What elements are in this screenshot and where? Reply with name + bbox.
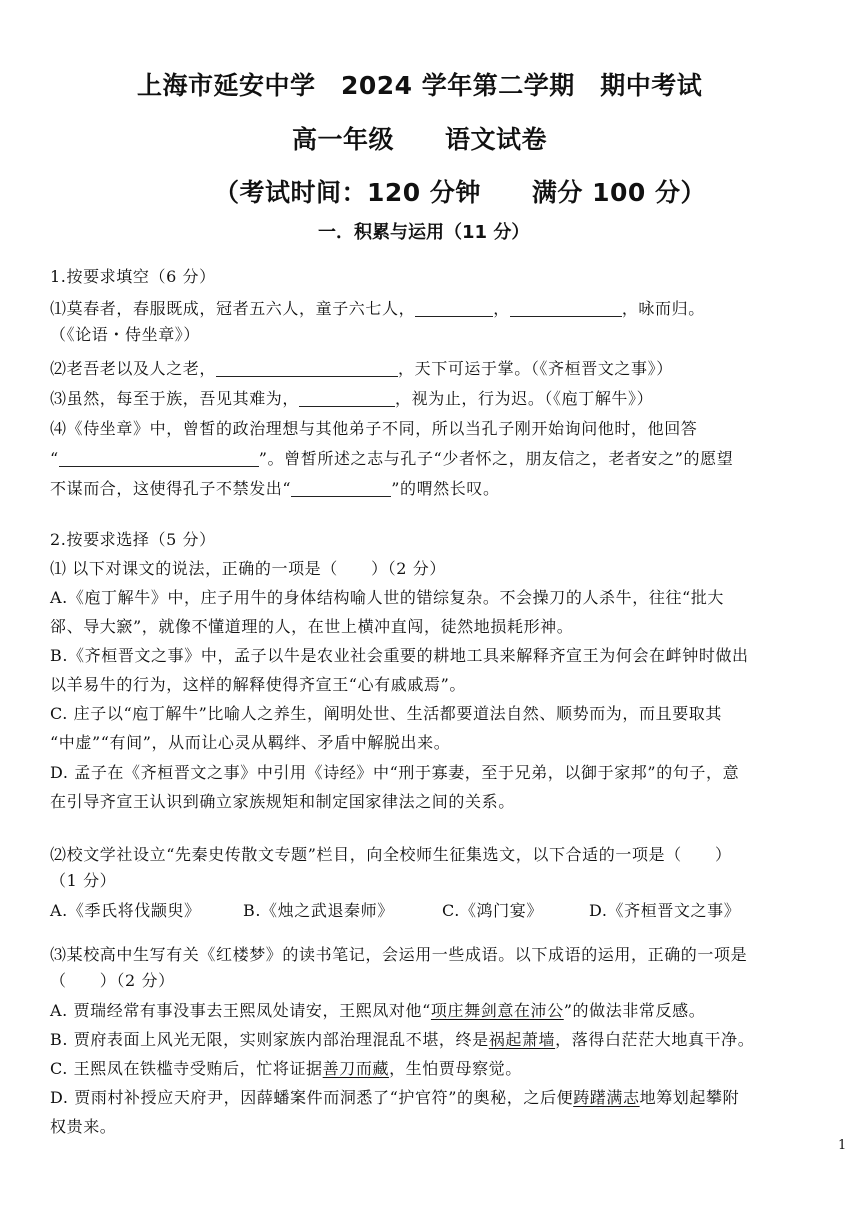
quote-open: “ <box>50 449 59 468</box>
underlined-idiom: 项庄舞剑意在沛公 <box>430 1001 564 1020</box>
q1-item-3 <box>50 386 653 409</box>
q1-item-2 <box>50 356 673 379</box>
q2-sub3-stem: ⑶某校高中生写有关《红楼梦》的读书笔记，会运用一些成语。以下成语的运用，正确的一项是 <box>50 945 748 964</box>
q2-sub2-option-d: D.《齐桓晋文之事》 <box>589 901 741 920</box>
q2-sub3-option-c <box>50 1056 522 1079</box>
answer-blank[interactable] <box>415 300 493 317</box>
q1-item-4-line2 <box>50 446 733 469</box>
q2-sub3-option-d-cont: 权贵来。 <box>50 1117 117 1136</box>
q2-sub1-option-c: C. 庄子以“庖丁解牛”比喻人之养生，阐明处世、生活都要道法自然、顺势而为，而且要取其 <box>50 704 723 723</box>
q1-item-3-end: ，视为止，行为迟。（《庖丁解牛》） <box>395 389 654 408</box>
option-text: C. 王熙凤在铁槛寺受贿后，忙将证据 <box>50 1059 323 1078</box>
answer-blank[interactable] <box>510 300 622 317</box>
q2-sub1-option-b: B.《齐桓晋文之事》中，孟子以牛是农业社会重要的耕地工具来解释齐宣王为何会在衅钟时做出 <box>50 646 749 665</box>
q2-sub3-option-b <box>50 1027 754 1050</box>
q2-sub1-option-c-cont: “中虚”“有间”，从而让心灵从羁绊、矛盾中解脱出来。 <box>50 733 451 752</box>
q2-sub1-option-d: D. 孟子在《齐桓晋文之事》中引用《诗经》中“刑于寡妻，至于兄弟，以御于家邦”的句子，意 <box>50 763 740 782</box>
q1-heading: 1.按要求填空（6 分） <box>50 267 216 286</box>
q1-item-1-sep: ， <box>493 299 510 318</box>
option-text: D. 贾雨村补授应天府尹，因薛蟠案件而洞悉了“护官符”的奥秘，之后便 <box>50 1088 574 1107</box>
option-text: B. 贾府表面上风光无限，实则家族内部治理混乱不堪，终是 <box>50 1030 489 1049</box>
q2-sub2-option-a: A.《季氏将伐颛臾》 <box>50 901 201 920</box>
answer-blank[interactable] <box>299 390 395 407</box>
underlined-idiom: 善刀而藏 <box>322 1059 390 1078</box>
answer-blank[interactable] <box>291 480 391 497</box>
q2-sub2-option-c: C.《鸿门宴》 <box>442 901 543 920</box>
option-text: ，落得白茫茫大地真干净。 <box>555 1030 755 1049</box>
exam-title: 上海市延安中学 2024 学年第二学期 期中考试 <box>137 71 703 100</box>
section-heading: 一．积累与运用（11 分） <box>318 222 530 243</box>
q2-sub2-score: （1 分） <box>50 871 117 890</box>
q1-item-2-end: ，天下可运于掌。（《齐桓晋文之事》） <box>398 359 673 378</box>
q1-item-4-line3-end: ”的喟然长叹。 <box>391 479 500 498</box>
q1-item-4-line1: ⑷《侍坐章》中，曾皙的政治理想与其他弟子不同，所以当孔子刚开始询问他时，他回答 <box>50 419 698 438</box>
option-text: A. 贾瑞经常有事没事去王熙凤处请安，王熙凤对他“ <box>50 1001 431 1020</box>
exam-subtitle: 高一年级 语文试卷 <box>292 125 548 154</box>
q1-item-3-text: ⑶虽然，每至于族，吾见其难为， <box>50 389 300 408</box>
q2-sub1-option-a: A.《庖丁解牛》中，庄子用牛的身体结构喻人世的错综复杂。不会操刀的人杀牛，往往“批大 <box>50 588 725 607</box>
q1-item-1-source: （《论语・侍坐章》） <box>50 325 201 344</box>
q1-item-1-text: ⑴莫春者，春服既成，冠者五六人，童子六七人， <box>50 299 416 318</box>
q2-sub2-stem: ⑵校文学社设立“先秦史传散文专题”栏目，向全校师生征集选文，以下合适的一项是（ ） <box>50 845 732 864</box>
underlined-idiom: 祸起萧墙 <box>488 1030 556 1049</box>
q1-item-2-text: ⑵老吾老以及人之老， <box>50 359 217 378</box>
q2-sub3-option-a <box>50 998 705 1021</box>
q1-item-4-line2-end: ”。曾皙所述之志与孔子“少者怀之，朋友信之，老者安之”的愿望 <box>258 449 734 468</box>
q2-sub1-stem: ⑴ 以下对课文的说法，正确的一项是（ ）（2 分） <box>50 559 446 578</box>
q1-item-4-line3 <box>50 476 500 499</box>
q1-item-1 <box>50 296 705 319</box>
option-text: ”的做法非常反感。 <box>563 1001 706 1020</box>
option-text: ，生怕贾母察觉。 <box>389 1059 522 1078</box>
q2-sub3-option-d <box>50 1085 739 1108</box>
q1-item-4-line3-start: 不谋而合，这使得孔子不禁发出“ <box>50 479 292 498</box>
answer-blank[interactable] <box>216 360 398 377</box>
q2-heading: 2.按要求选择（5 分） <box>50 530 216 549</box>
q2-sub1-option-d-cont: 在引导齐宣王认识到确立家族规矩和制定国家律法之间的关系。 <box>50 792 515 811</box>
q2-sub3-score: （ ）（2 分） <box>50 971 175 990</box>
option-text: 地筹划起攀附 <box>639 1088 740 1107</box>
answer-blank[interactable] <box>59 450 259 467</box>
underlined-idiom: 踌躇满志 <box>573 1088 640 1107</box>
page-number: 1 <box>838 1138 847 1153</box>
exam-time-score: （考试时间：120 分钟 满分 100 分） <box>214 178 706 207</box>
q2-sub1-option-b-cont: 以羊易牛的行为，这样的解释使得齐宣王“心有戚戚焉”。 <box>50 675 466 694</box>
q2-sub1-option-a-cont: 郤、导大窾”，就像不懂道理的人，在世上横冲直闯，徒然地损耗形神。 <box>50 617 574 636</box>
q2-sub2-option-b: B.《烛之武退秦师》 <box>243 901 394 920</box>
q1-item-1-end: ，咏而归。 <box>621 299 705 318</box>
